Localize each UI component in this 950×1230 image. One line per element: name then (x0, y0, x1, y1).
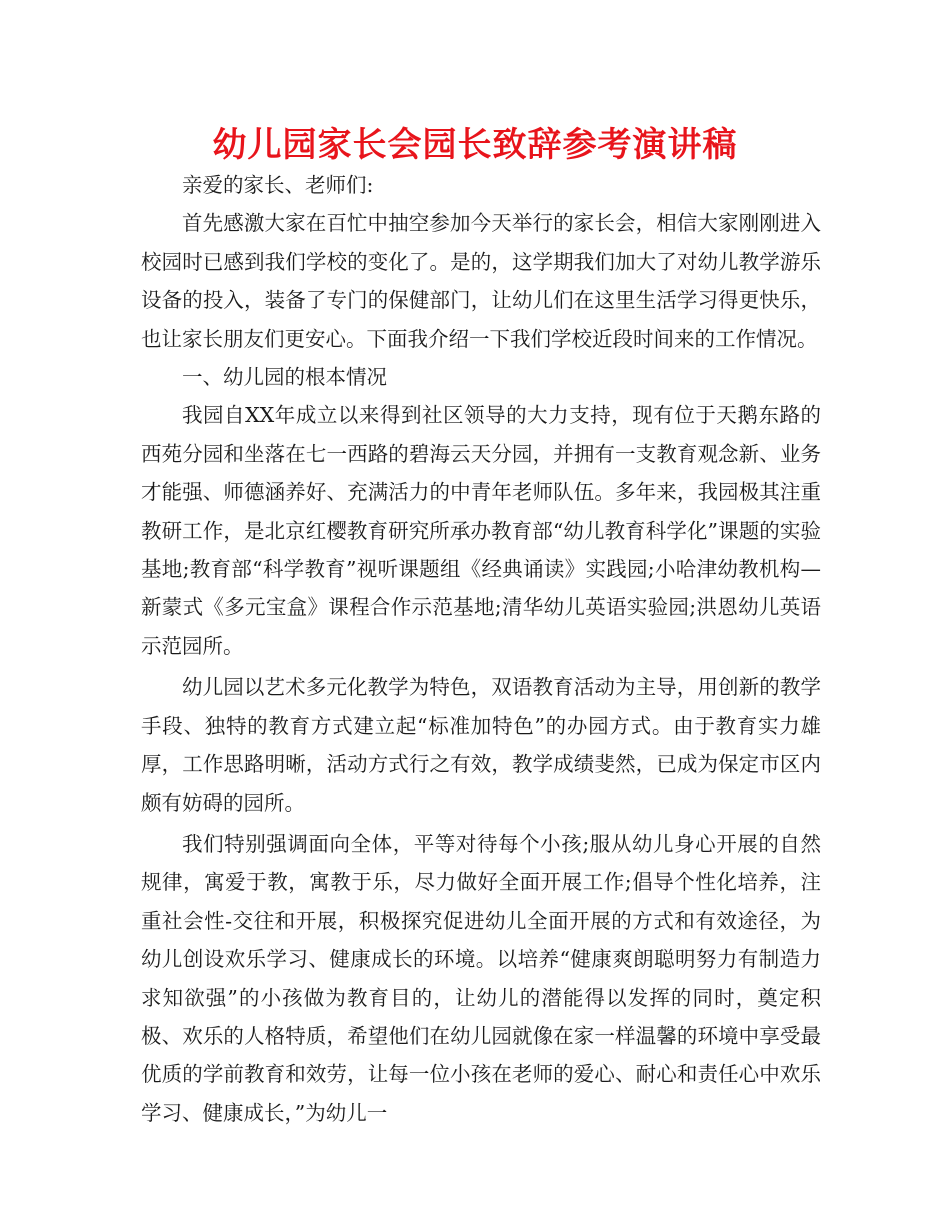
philosophy-paragraph: 我们特别强调面向全体，平等对待每个小孩;服从幼儿身心开展的自然规律，寓爱于教，寓教于乐，尽力做好全面开展工作;倡导个性化培养，注重社会性-交往和开展，积极探究促进幼儿全面开展的方式和有效途径，为幼儿创设欢乐学习、健康成长的环境。以培养“健康爽朗聪明努力有制造力求知欲强”的小孩做为教育目的，让幼儿的潜能得以发挥的同时，奠定积极、欢乐的人格特质，希望他们在幼儿园就像在家一样温馨的环境中享受最优质的学前教育和效劳，让每一位小孩在老师的爱心、耐心和责任心中欢乐学习、健康成长，”为幼儿一 (141, 831, 821, 1125)
history-paragraph: 我园自XX年成立以来得到社区领导的大力支持，现有位于天鹅东路的西苑分园和坐落在七一西路的碧海云天分园，并拥有一支教育观念新、业务才能强、师德涵养好、充满活力的中青年老师队伍。多年来，我园极其注重教研工作，是北京红樱教育研究所承办教育部“幼儿教育科学化”课题的实验基地;教育部“科学教育”视听课题组《经典诵读》实践园;小哈津幼教机构—新蒙式《多元宝盒》课程合作示范基地;清华幼儿英语实验园;洪恩幼儿英语示范园所。 (141, 403, 821, 658)
document-title: 幼儿园家长会园长致辞参考演讲稿 (212, 125, 738, 165)
features-paragraph: 幼儿园以艺术多元化教学为特色，双语教育活动为主导，用创新的教学手段、独特的教育方式建立起“标准加特色”的办园方式。由于教育实力雄厚，工作思路明晰，活动方式行之有效，教学成绩斐然，已成为保定市区内颇有妨碍的园所。 (141, 675, 821, 815)
document-body (141, 166, 821, 1132)
intro-paragraph: 首先感激大家在百忙中抽空参加今天举行的家长会，相信大家刚刚进入校园时已感到我们学校的变化了。是的，这学期我们加大了对幼儿教学游乐设备的投入，装备了专门的保健部门，让幼儿们在这里生活学习得更快乐，也让家长朋友们更安心。下面我介绍一下我们学校近段时间来的工作情况。 (141, 211, 821, 351)
greeting-paragraph: 亲爱的家长、老师们: (182, 173, 374, 197)
section-heading: 一、幼儿园的根本情况 (182, 365, 387, 390)
